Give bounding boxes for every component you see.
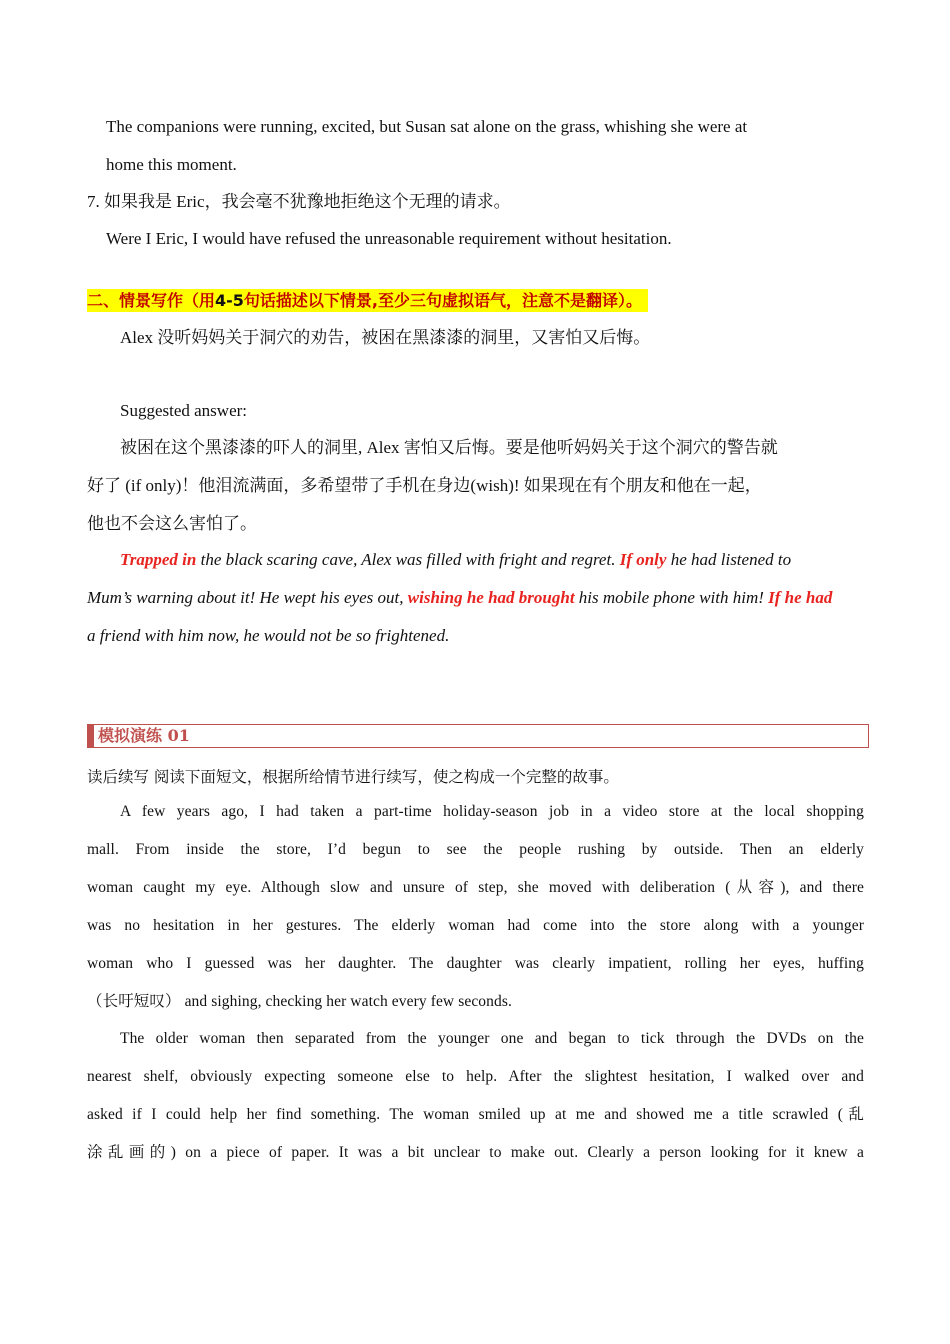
answer-text: the black scaring cave, Alex was filled with fright and regret. bbox=[196, 550, 620, 569]
answer-text: Mum’s warning about it! He wept his eyes out, bbox=[87, 588, 408, 607]
passage-line: A few years ago, I had taken a part-time holiday-season job in a video store at the local shopping bbox=[120, 803, 864, 820]
passage-line: woman who I guessed was her daughter. The daughter was clearly impatient, rolling her eyes, huffing bbox=[87, 955, 864, 972]
question-7: 7. 如果我是 Eric，我会毫不犹豫地拒绝这个无理的请求。 bbox=[87, 192, 511, 211]
answer-7: Were I Eric, I would have refused the unreasonable requirement without hesitation. bbox=[106, 229, 672, 248]
heading-part: 句话描述以下情景,至少三句虚拟语气，注意不是翻译）。 bbox=[243, 291, 643, 310]
passage-line: 涂乱画的) on a piece of paper. It was a bit unclear to make out. Clearly a person looking for it knew a bbox=[87, 1144, 864, 1161]
passage-line: woman caught my eye. Although slow and unsure of step, she moved with deliberation (从容), and there bbox=[87, 879, 864, 896]
answer-text: he had listened to bbox=[666, 550, 792, 569]
section-accent-bar bbox=[88, 725, 94, 747]
section-header bbox=[87, 724, 869, 748]
section-heading bbox=[87, 289, 648, 312]
answer-text: his mobile phone with him! bbox=[574, 588, 769, 607]
passage-line: （长吁短叹） and sighing, checking her watch every few seconds. bbox=[87, 993, 512, 1010]
text-line: The companions were running, excited, but Susan sat alone on the grass, whishing she were at bbox=[106, 117, 748, 136]
highlight-phrase: If only bbox=[619, 550, 667, 569]
passage-line: mall. From inside the store, I’d begun to see the people rushing by outside. Then an elderly bbox=[87, 841, 864, 858]
writing-prompt: Alex 没听妈妈关于洞穴的劝告，被困在黑漆漆的洞里，又害怕又后悔。 bbox=[120, 328, 651, 347]
chinese-answer-line: 他也不会这么害怕了。 bbox=[87, 514, 257, 533]
passage-line: nearest shelf, obviously expecting someone else to help. After the slightest hesitation, I walked over and bbox=[87, 1068, 864, 1085]
text-line: home this moment. bbox=[106, 155, 237, 174]
english-answer-line bbox=[120, 549, 791, 571]
suggested-answer-label: Suggested answer: bbox=[120, 401, 248, 420]
highlight-phrase: Trapped in bbox=[120, 550, 197, 569]
heading-part: 二、情景写作（用 bbox=[87, 291, 216, 310]
passage-line: The older woman then separated from the younger one and began to tick through the DVDs on the bbox=[120, 1030, 864, 1047]
task-instruction: 读后续写 阅读下面短文，根据所给情节进行续写，使之构成一个完整的故事。 bbox=[87, 768, 619, 786]
chinese-answer-line: 被困在这个黑漆漆的吓人的洞里, Alex 害怕又后悔。要是他听妈妈关于这个洞穴的警告就 bbox=[120, 438, 778, 457]
heading-part: 4-5 bbox=[215, 291, 244, 310]
english-answer-line: a friend with him now, he would not be so frightened. bbox=[87, 626, 450, 645]
chinese-answer-line: 好了 (if only)！他泪流满面，多希望带了手机在身边(wish)! 如果现在有个朋友和他在一起， bbox=[87, 476, 762, 495]
highlight-phrase: wishing he had brought bbox=[407, 588, 575, 607]
passage-line: asked if I could help her find something. The woman smiled up at me and showed me a title scrawled (乱 bbox=[87, 1106, 864, 1123]
passage-line: was no hesitation in her gestures. The elderly woman had come into the store along with a younger bbox=[87, 917, 864, 934]
english-answer-line bbox=[87, 587, 832, 609]
highlight-phrase: If he had bbox=[768, 588, 833, 607]
section-title: 模拟演练 01 bbox=[98, 726, 190, 745]
